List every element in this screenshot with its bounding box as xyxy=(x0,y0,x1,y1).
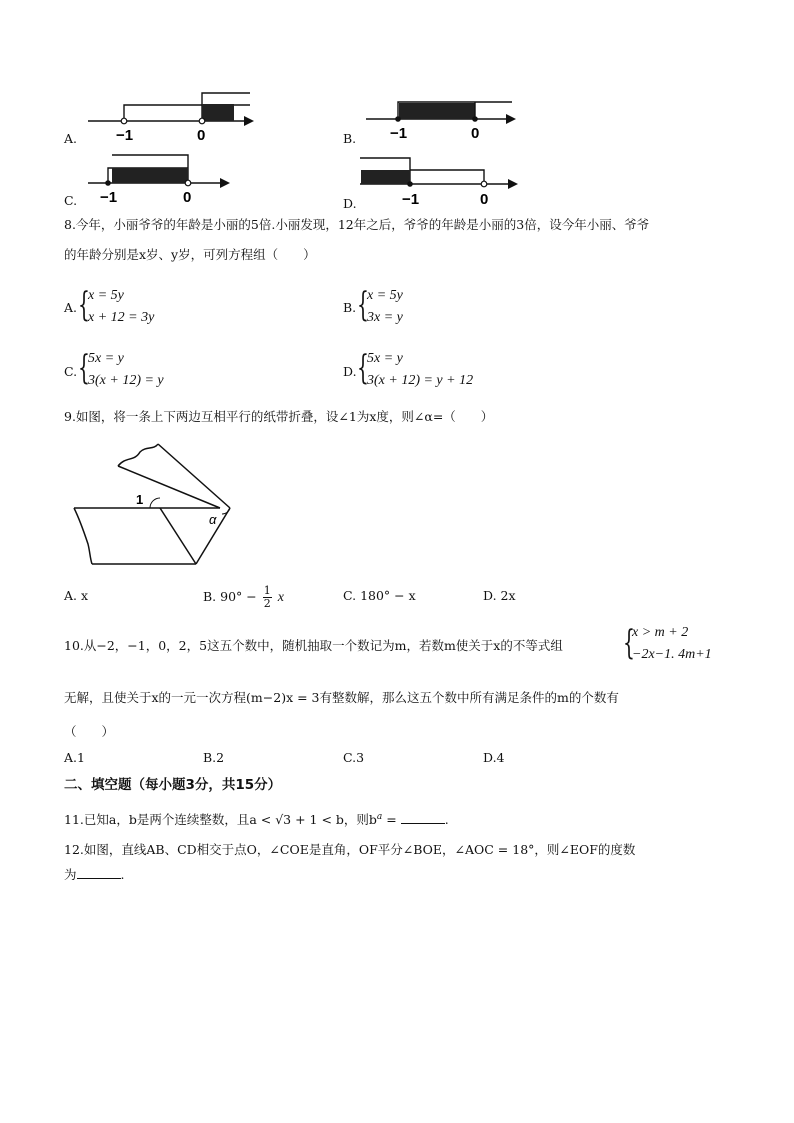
q8-option-b-system xyxy=(367,285,403,329)
q11-equals: = xyxy=(382,812,401,828)
q8-option-c-label: C. xyxy=(64,364,78,379)
q7-b-tick-neg1: −1 xyxy=(390,125,408,142)
q7-c-tick-0: 0 xyxy=(183,189,192,206)
q9-option-a: A. x xyxy=(64,588,89,603)
q7-option-c-label: C. xyxy=(64,193,78,208)
q7-c-tick-neg1: −1 xyxy=(100,189,118,206)
q7-d-tick-0: 0 xyxy=(480,191,489,208)
q12-end: . xyxy=(120,867,125,882)
q11-stem-text: 11.已知a，b是两个连续整数，且a < √3 + 1 < b，则b xyxy=(64,812,377,828)
q10-option-d: D.4 xyxy=(483,750,505,765)
q7-a-tick-neg1: −1 xyxy=(116,127,134,144)
q12-stem-line2 xyxy=(64,866,125,883)
q11-stem xyxy=(64,809,449,828)
q8-a-eq1: x = 5y xyxy=(88,288,124,303)
q8-option-a-system xyxy=(88,285,154,329)
q8-b-eq2: 3x = y xyxy=(367,310,403,325)
q10-option-a: A.1 xyxy=(64,750,85,765)
q10-ineq1: x > m + 2 xyxy=(632,625,689,640)
q8-d-eq2: 3(x + 12) = y + 12 xyxy=(367,373,474,388)
q11-answer-blank[interactable] xyxy=(401,811,445,824)
q9-option-b xyxy=(203,585,284,610)
q8-option-b-brace: { xyxy=(357,285,369,325)
q9-option-b-var: x xyxy=(277,590,284,605)
q10-stem-line1: 10.从−2，−1，0，2，5这五个数中，随机抽取一个数记为m，若数m使关于x的不等式组 xyxy=(64,638,563,653)
q9-alpha-label: α xyxy=(209,512,217,527)
q7-option-a-label: A. xyxy=(64,131,78,146)
q8-stem-line1: 8.今年，小丽爷爷的年龄是小丽的5倍.小丽发现，12年之后，爷爷的年龄是小丽的3倍，设今年小丽、爷爷 xyxy=(64,217,650,232)
q8-a-eq2: x + 12 = 3y xyxy=(88,310,155,325)
q8-option-c-system xyxy=(88,348,164,392)
q10-stem-line3: （ ） xyxy=(64,724,115,739)
q7-a-tick-0: 0 xyxy=(197,127,206,144)
q12-stem-line1: 12.如图，直线AB、CD相交于点O，∠COE是直角，OF平分∠BOE，∠AOC = 18°，则∠EOF的度数 xyxy=(64,842,636,857)
q7-option-c-numberline xyxy=(84,150,244,212)
q11-exponent: a xyxy=(376,812,383,822)
q8-stem-line2: 的年龄分别是x岁、y岁，可列方程组（ ） xyxy=(64,247,316,262)
q12-answer-blank[interactable] xyxy=(77,866,121,879)
q8-option-a-brace: { xyxy=(78,285,90,325)
q8-option-d-system xyxy=(367,348,473,392)
q9-angle1-label: 1 xyxy=(136,492,144,507)
q8-c-eq2: 3(x + 12) = y xyxy=(88,373,164,388)
q7-option-b-label: B. xyxy=(343,131,357,146)
q9-option-d: D. 2x xyxy=(483,588,516,603)
q7-option-b-numberline xyxy=(362,86,532,148)
q8-option-d-brace: { xyxy=(357,348,369,388)
q9-option-b-denominator: 2 xyxy=(263,597,271,610)
q8-c-eq1: 5x = y xyxy=(88,351,124,366)
q8-b-eq1: x = 5y xyxy=(367,288,403,303)
q11-end: . xyxy=(444,812,449,828)
q7-option-d-numberline xyxy=(358,152,528,214)
q8-option-a-label: A. xyxy=(64,300,78,315)
q9-option-c: C. 180° − x xyxy=(343,588,416,603)
q9-option-b-fraction xyxy=(263,585,272,610)
q9-folded-strip-figure xyxy=(70,440,240,570)
q9-stem: 9.如图，将一条上下两边互相平行的纸带折叠，设∠1为x度，则∠α=（ ） xyxy=(64,409,494,424)
q10-ineq2: −2x−1. 4m+1 xyxy=(632,647,712,662)
q7-option-d-label: D. xyxy=(343,196,357,211)
q8-option-b-label: B. xyxy=(343,300,357,315)
q8-option-c-brace: { xyxy=(78,348,90,388)
q12-line2-prefix: 为 xyxy=(64,867,77,882)
q10-inequality-system xyxy=(632,622,712,666)
q9-option-b-numerator: 1 xyxy=(263,584,271,597)
q8-d-eq1: 5x = y xyxy=(367,351,403,366)
q8-option-d-label: D. xyxy=(343,364,357,379)
q10-inequality-brace: { xyxy=(623,623,635,663)
q10-option-c: C.3 xyxy=(343,750,365,765)
section2-heading: 二、填空题（每小题3分，共15分） xyxy=(64,777,282,793)
q9-option-b-prefix: B. 90° − xyxy=(203,589,257,604)
q7-d-tick-neg1: −1 xyxy=(402,191,420,208)
q7-b-tick-0: 0 xyxy=(471,125,480,142)
q10-stem-line2: 无解，且使关于x的一元一次方程(m−2)x = 3有整数解，那么这五个数中所有满足条件的m的个数有 xyxy=(64,690,619,705)
q7-option-a-numberline xyxy=(84,88,264,150)
q10-option-b: B.2 xyxy=(203,750,225,765)
